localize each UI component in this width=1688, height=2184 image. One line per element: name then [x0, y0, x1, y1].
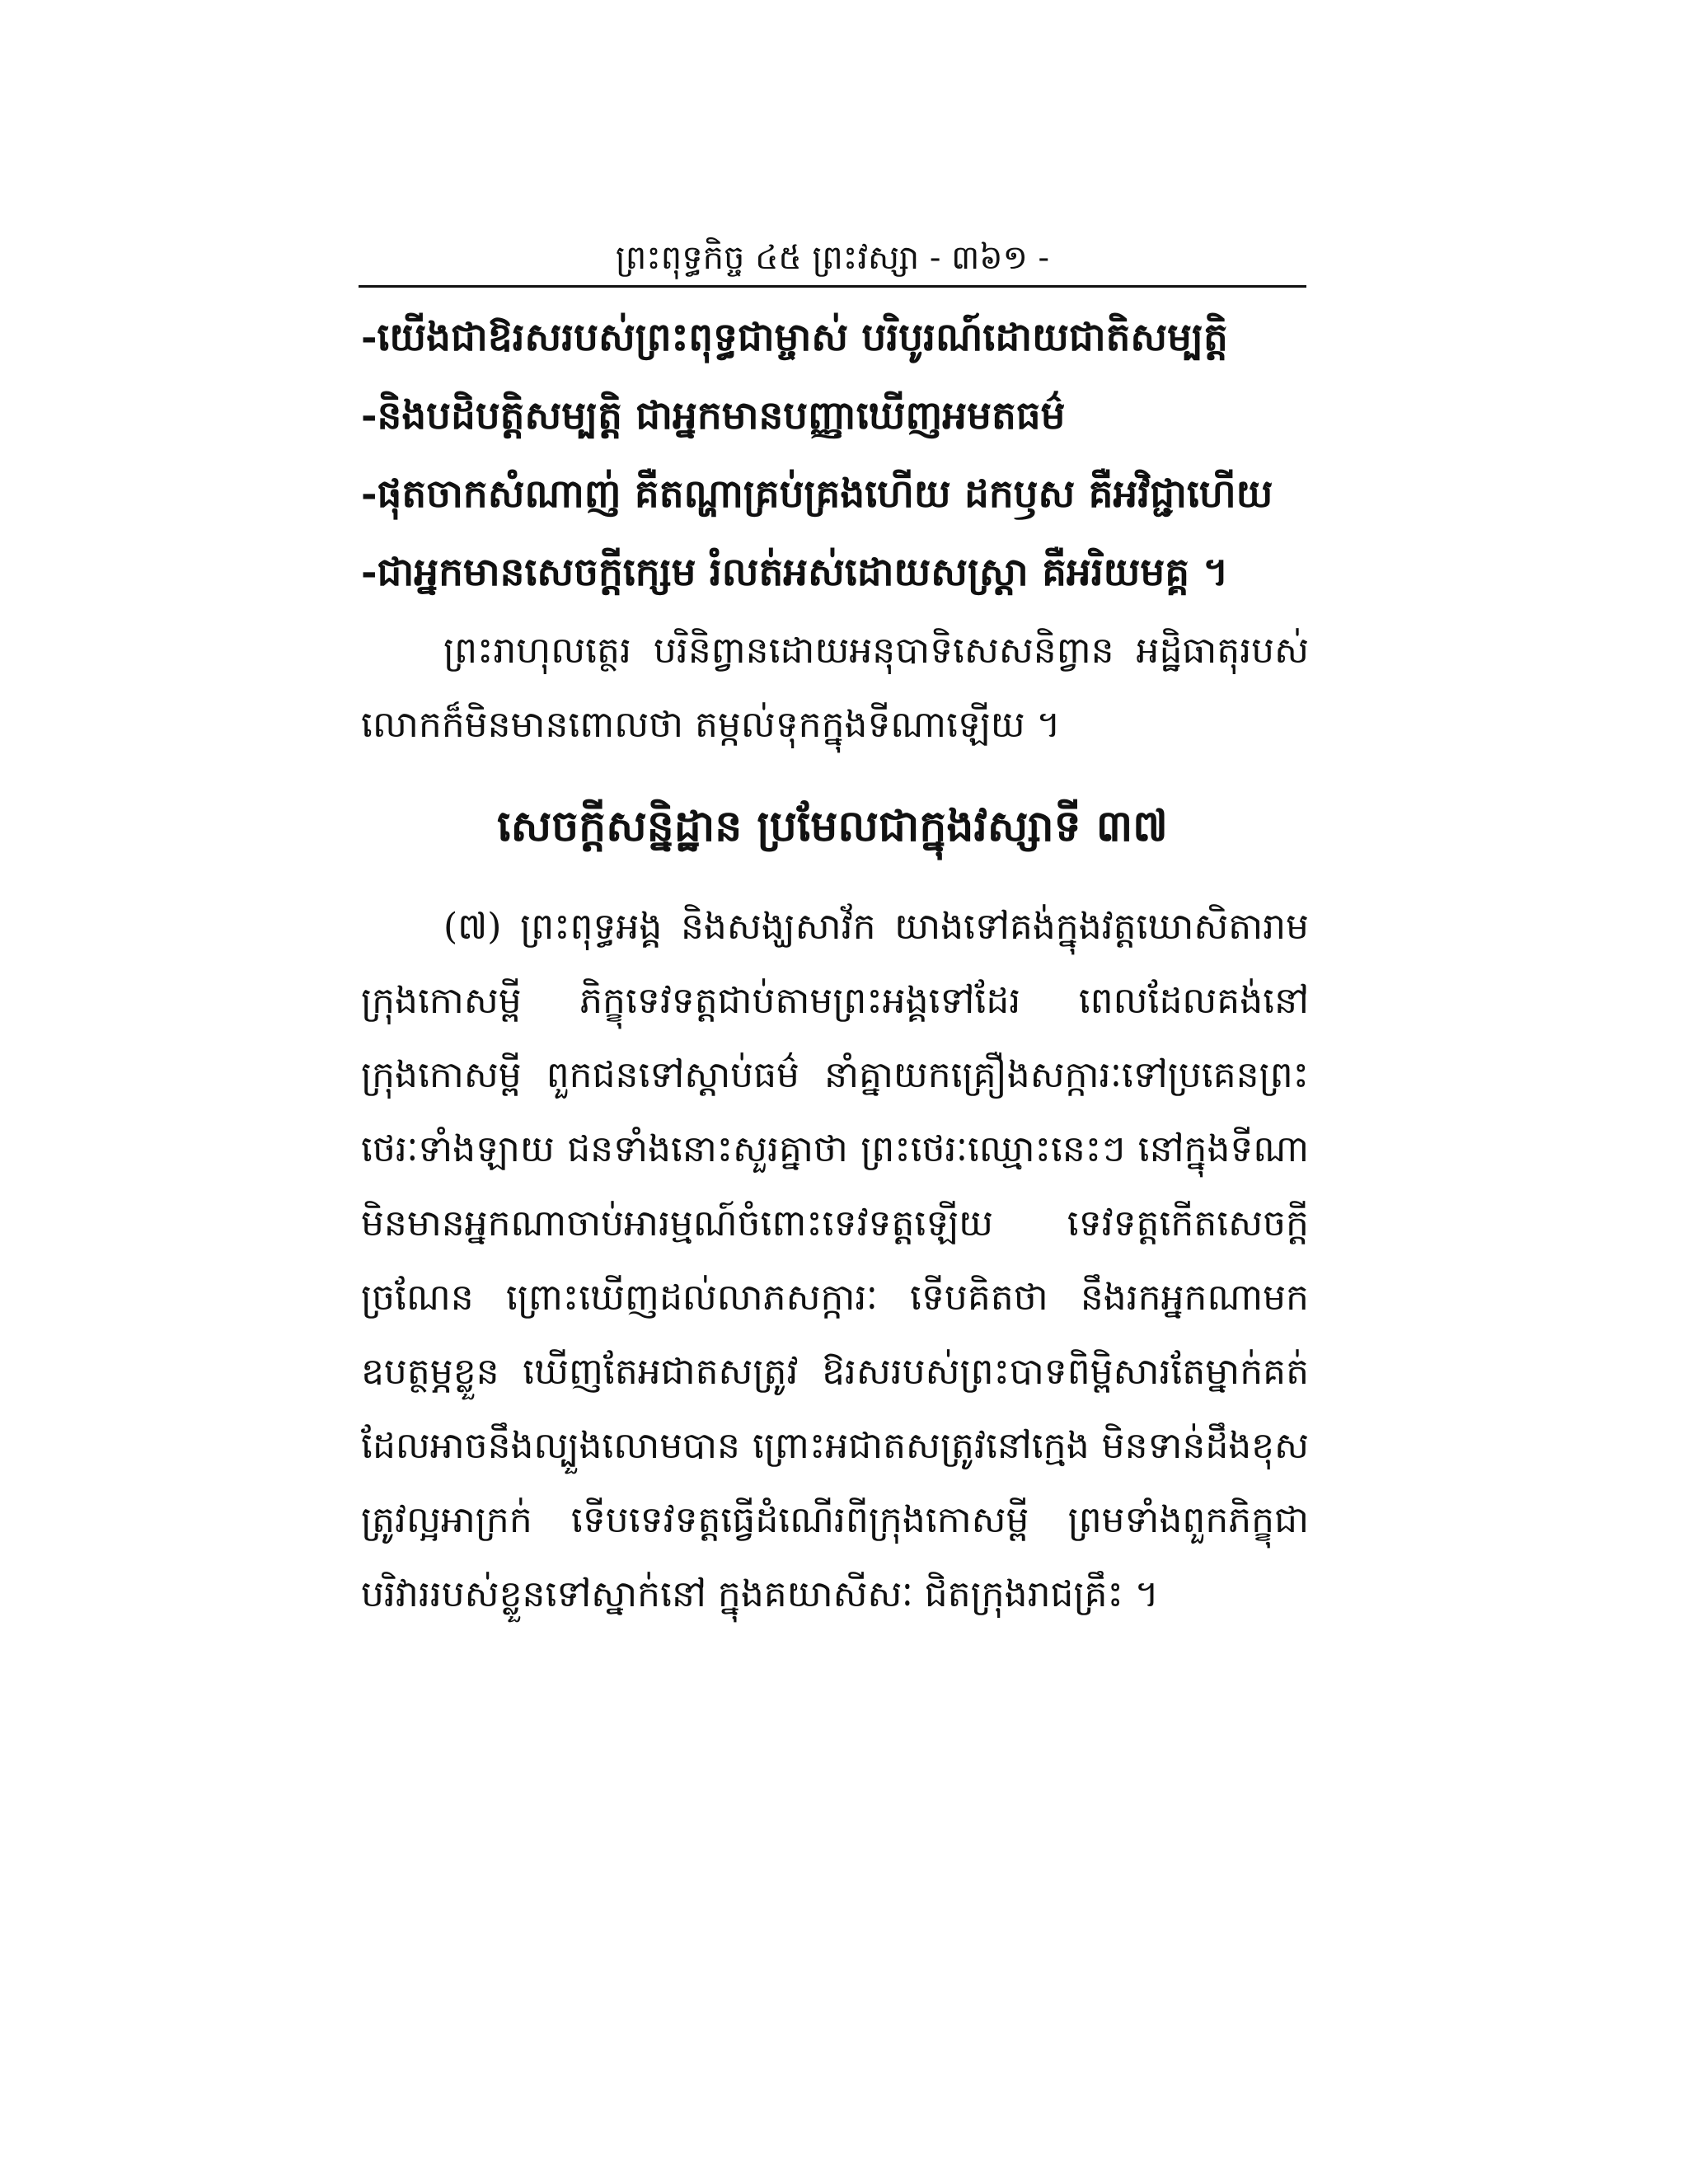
- verse-line-1: -យើងជាឱរសរបស់ព្រះពុទ្ធជាម្ចាស់ បរិបូរណ៍ដោយជាតិសម្បត្តិ: [361, 315, 1228, 360]
- verse-line-3: -ផុតចាកសំណាញ់ គឺតណ្ហាគ្រប់គ្រងហើយ ដកឫស គឺអវិជ្ជាហើយ: [361, 471, 1273, 517]
- header-rule: [359, 285, 1306, 288]
- body-paragraph-1: ព្រះរាហុលត្ថេរ បរិនិព្វានដោយអនុបាទិសេសនិព្វាន អដ្ឋិធាតុរបស់លោកក៏មិនមានពោលថា តម្កល់ទុកក្នុងទីណាឡើយ ។: [361, 630, 1309, 746]
- verse-line-4: -ជាអ្នកមានសេចក្តីក្សេម រំលត់អស់ដោយសស្ត្រា គឺអរិយមគ្គ ។: [361, 550, 1229, 595]
- running-header: ព្រះពុទ្ធកិច្ច ៤៥ ព្រះវស្សា - ៣៦១ -: [615, 239, 1050, 277]
- section-heading: សេចក្តីសន្និដ្ឋាន ប្រមែលជាក្នុងវស្សាទី ៣៧: [497, 801, 1168, 851]
- verse-line-2: -និងបដិបត្តិសម្បត្តិ ជាអ្នកមានបញ្ញាឃើញអមតធម៌: [361, 393, 1066, 438]
- body-paragraph-2: (៧) ព្រះពុទ្ធអង្គ និងសង្ឃសាវ័ក យាងទៅគង់ក្នុងវត្តឃោសិតារាម ក្រុងកោសម្ពី ភិក្ខុទេវទត្តជាប់តាមព្រះអង្គទៅដែរ ពេលដែលគង់នៅក្រុងកោសម្ពី ពួកជនទៅស្តាប់ធម៌ នាំគ្នាយកគ្រឿងសក្ការៈទៅប្រគេនព្រះថេរៈទាំងឡាយ ជនទាំងនោះសួរគ្នាថា ព្រះថេរៈឈ្មោះនេះៗ នៅក្នុងទីណា មិនមានអ្នកណាចាប់អារម្មណ៍ចំពោះទេវទត្តឡើយ ទេវទត្តកើតសេចក្តីច្រណែន ព្រោះឃើញដល់លាភសក្ការៈ ទើបគិតថា នឹងរកអ្នកណាមកឧបត្ថម្ភខ្លួន ឃើញតែអជាតសត្រូវ ឱរសរបស់ព្រះបាទពិម្ពិសារតែម្នាក់គត់ ដែលអាចនឹងល្បួងលោមបាន ព្រោះអជាតសត្រូវនៅក្មេង មិនទាន់ដឹងខុសត្រូវល្អអាក្រក់ ទើបទេវទត្តធ្វើដំណើរពីក្រុងកោសម្ពី ព្រមទាំងពួកភិក្ខុជាបរិវាររបស់ខ្លួនទៅស្នាក់នៅ ក្នុងគយាសីសៈ ជិតក្រុងរាជគ្រឹះ ។: [361, 906, 1309, 1615]
